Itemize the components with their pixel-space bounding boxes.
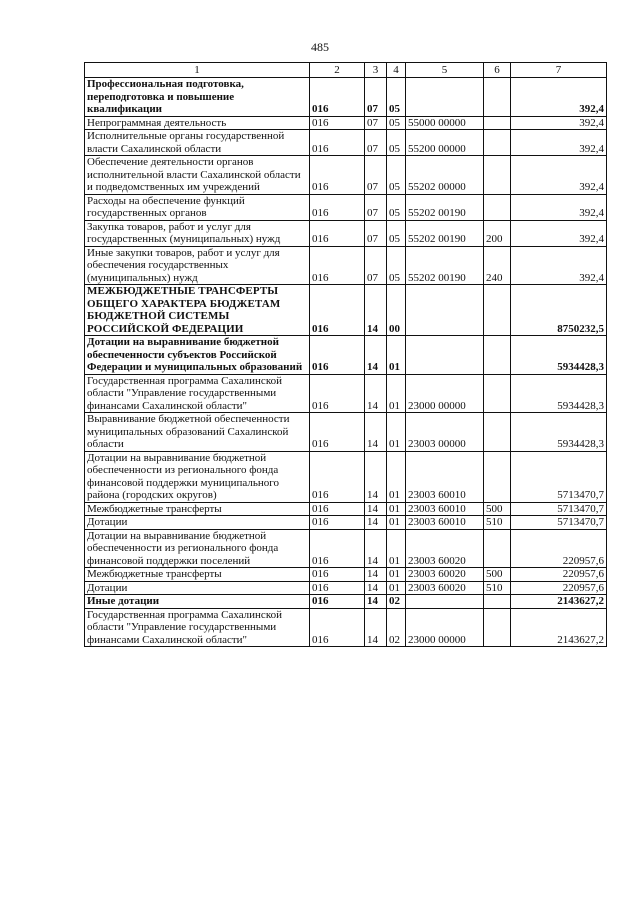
row-amount-cell: 392,4 [511,194,607,220]
row-amount-cell: 2143627,2 [511,608,607,647]
row-name-cell: Обеспечение деятельности органов исполнительной власти Сахалинской области и подведомственных им учреждений [85,156,310,195]
row-section-cell: 14 [365,336,387,375]
row-target-cell: 23000 00000 [406,374,484,413]
row-amount-cell: 5934428,3 [511,374,607,413]
row-name-cell: Дотации на выравнивание бюджетной обеспеченности из регионального фонда финансовой поддержки поселений [85,529,310,568]
table-row [85,608,607,647]
row-code-cell: 016 [310,595,365,609]
row-code-cell: 016 [310,581,365,595]
row-name-cell: Дотации [85,581,310,595]
row-code-cell: 016 [310,374,365,413]
row-section-cell: 07 [365,116,387,130]
row-target-cell: 23000 00000 [406,608,484,647]
row-target-cell: 23003 60010 [406,516,484,530]
row-name-cell: Иные закупки товаров, работ и услуг для обеспечения государственных (муниципальных) нужд [85,246,310,285]
row-subsection-cell: 01 [387,502,406,516]
row-target-cell: 55200 00000 [406,130,484,156]
page-number: 485 [311,40,329,54]
row-code-cell: 016 [310,194,365,220]
row-type-cell [484,156,511,195]
row-amount-cell: 220957,6 [511,581,607,595]
row-target-cell [406,285,484,336]
row-type-cell [484,413,511,452]
table-header-row [85,63,607,78]
row-code-cell: 016 [310,336,365,375]
row-amount-cell: 5713470,7 [511,516,607,530]
row-type-cell: 500 [484,568,511,582]
row-subsection-cell: 05 [387,156,406,195]
row-subsection-cell: 00 [387,285,406,336]
row-subsection-cell: 01 [387,451,406,502]
budget-table [84,62,607,647]
row-type-cell [484,529,511,568]
row-name-cell: Профессиональная подготовка, переподготовка и повышение квалификации [85,78,310,117]
row-code-cell: 016 [310,285,365,336]
table-row [85,568,607,582]
row-target-cell: 23003 60020 [406,581,484,595]
row-target-cell: 55202 00000 [406,156,484,195]
row-name-cell: Исполнительные органы государственной власти Сахалинской области [85,130,310,156]
table-row [85,502,607,516]
column-header: 6 [484,63,511,78]
row-type-cell [484,451,511,502]
row-target-cell: 23003 60010 [406,451,484,502]
row-code-cell: 016 [310,568,365,582]
row-name-cell: Государственная программа Сахалинской области "Управление государственными финансами Сахалинской области" [85,374,310,413]
column-header: 2 [310,63,365,78]
row-name-cell: Закупка товаров, работ и услуг для государственных (муниципальных) нужд [85,220,310,246]
row-name-cell: Дотации на выравнивание бюджетной обеспеченности субъектов Российской Федерации и муниципальных образований [85,336,310,375]
table-row [85,595,607,609]
table-row [85,194,607,220]
row-type-cell [484,285,511,336]
row-code-cell: 016 [310,156,365,195]
column-header: 5 [406,63,484,78]
row-name-cell: Выравнивание бюджетной обеспеченности муниципальных образований Сахалинской области [85,413,310,452]
row-amount-cell: 5934428,3 [511,336,607,375]
row-type-cell [484,116,511,130]
row-target-cell: 23003 60010 [406,502,484,516]
row-amount-cell: 8750232,5 [511,285,607,336]
row-subsection-cell: 05 [387,78,406,117]
row-section-cell: 07 [365,78,387,117]
table-row [85,285,607,336]
table-row [85,156,607,195]
row-type-cell: 510 [484,516,511,530]
row-amount-cell: 392,4 [511,78,607,117]
row-name-cell: Иные дотации [85,595,310,609]
row-type-cell: 500 [484,502,511,516]
row-target-cell: 55202 00190 [406,246,484,285]
row-subsection-cell: 05 [387,220,406,246]
row-name-cell: Государственная программа Сахалинской области "Управление государственными финансами Сахалинской области" [85,608,310,647]
row-target-cell: 55000 00000 [406,116,484,130]
row-section-cell: 14 [365,568,387,582]
row-subsection-cell: 01 [387,413,406,452]
row-section-cell: 14 [365,451,387,502]
row-amount-cell: 392,4 [511,220,607,246]
table-row [85,78,607,117]
row-type-cell [484,608,511,647]
row-code-cell: 016 [310,220,365,246]
row-amount-cell: 220957,6 [511,529,607,568]
row-type-cell: 510 [484,581,511,595]
row-type-cell [484,374,511,413]
row-type-cell [484,336,511,375]
column-header: 1 [85,63,310,78]
row-amount-cell: 392,4 [511,246,607,285]
row-subsection-cell: 01 [387,568,406,582]
row-section-cell: 14 [365,374,387,413]
row-subsection-cell: 01 [387,581,406,595]
row-target-cell [406,595,484,609]
row-code-cell: 016 [310,413,365,452]
table-row [85,581,607,595]
row-code-cell: 016 [310,516,365,530]
row-subsection-cell: 02 [387,595,406,609]
column-header: 3 [365,63,387,78]
row-target-cell: 23003 60020 [406,568,484,582]
row-section-cell: 14 [365,581,387,595]
table-row [85,116,607,130]
row-target-cell: 55202 00190 [406,194,484,220]
row-code-cell: 016 [310,529,365,568]
row-amount-cell: 5713470,7 [511,502,607,516]
row-subsection-cell: 05 [387,116,406,130]
row-section-cell: 07 [365,220,387,246]
row-name-cell: Дотации [85,516,310,530]
row-amount-cell: 5934428,3 [511,413,607,452]
row-code-cell: 016 [310,130,365,156]
row-amount-cell: 220957,6 [511,568,607,582]
row-section-cell: 07 [365,246,387,285]
row-amount-cell: 392,4 [511,130,607,156]
table-row [85,451,607,502]
row-name-cell: Дотации на выравнивание бюджетной обеспеченности из регионального фонда финансовой поддержки муниципального района (городских округов) [85,451,310,502]
row-target-cell: 55202 00190 [406,220,484,246]
row-target-cell [406,336,484,375]
row-code-cell: 016 [310,116,365,130]
row-subsection-cell: 05 [387,194,406,220]
column-header: 4 [387,63,406,78]
row-target-cell: 23003 60020 [406,529,484,568]
row-section-cell: 14 [365,516,387,530]
table-row [85,374,607,413]
row-type-cell [484,78,511,117]
row-type-cell: 200 [484,220,511,246]
row-code-cell: 016 [310,502,365,516]
row-target-cell [406,78,484,117]
row-target-cell: 23003 00000 [406,413,484,452]
row-code-cell: 016 [310,246,365,285]
column-header: 7 [511,63,607,78]
row-subsection-cell: 01 [387,516,406,530]
row-section-cell: 14 [365,413,387,452]
row-section-cell: 07 [365,156,387,195]
row-code-cell: 016 [310,608,365,647]
row-amount-cell: 5713470,7 [511,451,607,502]
row-subsection-cell: 01 [387,336,406,375]
row-type-cell [484,194,511,220]
table-row [85,413,607,452]
row-subsection-cell: 05 [387,246,406,285]
row-name-cell: Межбюджетные трансферты [85,502,310,516]
row-amount-cell: 392,4 [511,156,607,195]
row-amount-cell: 2143627,2 [511,595,607,609]
row-section-cell: 07 [365,194,387,220]
row-type-cell [484,130,511,156]
table-row [85,130,607,156]
row-type-cell: 240 [484,246,511,285]
row-code-cell: 016 [310,78,365,117]
table-row [85,516,607,530]
row-section-cell: 14 [365,595,387,609]
table-row [85,336,607,375]
row-section-cell: 07 [365,130,387,156]
row-subsection-cell: 05 [387,130,406,156]
row-section-cell: 14 [365,502,387,516]
row-code-cell: 016 [310,451,365,502]
row-section-cell: 14 [365,608,387,647]
table-row [85,246,607,285]
table-row [85,529,607,568]
row-amount-cell: 392,4 [511,116,607,130]
row-section-cell: 14 [365,529,387,568]
row-type-cell [484,595,511,609]
table-row [85,220,607,246]
row-subsection-cell: 02 [387,608,406,647]
row-subsection-cell: 01 [387,529,406,568]
row-subsection-cell: 01 [387,374,406,413]
row-name-cell: Расходы на обеспечение функций государственных органов [85,194,310,220]
row-name-cell: МЕЖБЮДЖЕТНЫЕ ТРАНСФЕРТЫ ОБЩЕГО ХАРАКТЕРА БЮДЖЕТАМ БЮДЖЕТНОЙ СИСТЕМЫ РОССИЙСКОЙ ФЕДЕРАЦИИ [85,285,310,336]
row-name-cell: Непрограммная деятельность [85,116,310,130]
row-section-cell: 14 [365,285,387,336]
row-name-cell: Межбюджетные трансферты [85,568,310,582]
